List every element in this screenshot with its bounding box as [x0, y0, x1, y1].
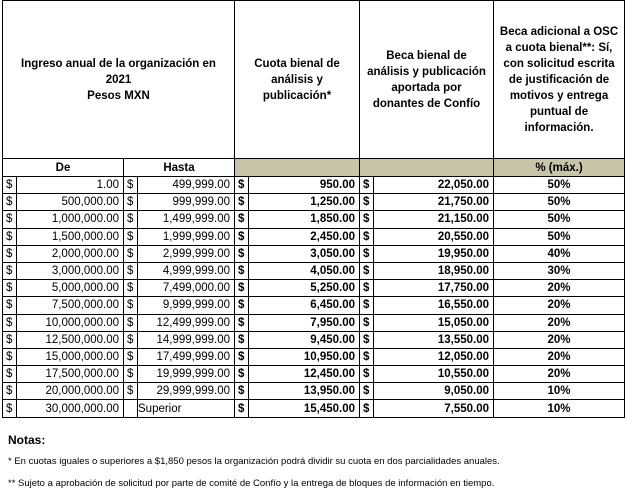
hasta-currency: $ [124, 262, 138, 279]
beca-currency: $ [360, 280, 374, 297]
beca-currency: $ [360, 400, 374, 417]
col-pct-header: % (máx.) [494, 159, 625, 177]
de-currency: $ [3, 211, 17, 228]
cuota-value: 1,850.00 [249, 211, 360, 228]
pct-value: 20% [494, 348, 625, 365]
cuota-currency: $ [235, 177, 249, 194]
hasta-value: 29,999,999.00 [138, 383, 235, 400]
beca-value: 18,950.00 [374, 262, 494, 279]
pct-value: 20% [494, 331, 625, 348]
de-value: 1,500,000.00 [17, 228, 124, 245]
pct-value: 10% [494, 400, 625, 417]
beca-value: 12,050.00 [374, 348, 494, 365]
de-currency: $ [3, 366, 17, 383]
beca-currency: $ [360, 314, 374, 331]
cuota-value: 5,250.00 [249, 280, 360, 297]
cuota-value: 1,250.00 [249, 194, 360, 211]
cuota-value: 13,950.00 [249, 383, 360, 400]
cuota-currency: $ [235, 331, 249, 348]
table-row [3, 366, 625, 383]
de-value: 5,000,000.00 [17, 280, 124, 297]
hasta-currency: $ [124, 194, 138, 211]
beca-currency: $ [360, 211, 374, 228]
beca-currency: $ [360, 262, 374, 279]
hasta-currency [124, 400, 138, 417]
table-row [3, 211, 625, 228]
header-beca-label: Beca bienal de análisis y publicación aportada por donantes de Confío [367, 49, 486, 110]
table-row [3, 348, 625, 365]
hasta-value: 9,999,999.00 [138, 297, 235, 314]
note-1: * En cuotas iguales o superiores a $1,850 pesos la organización podrá dividir su cuota en dos parcialidades anuales. [8, 456, 500, 467]
cuota-value: 3,050.00 [249, 245, 360, 262]
hasta-value: 14,999,999.00 [138, 331, 235, 348]
hasta-currency: $ [124, 331, 138, 348]
table-row [3, 297, 625, 314]
col-de-header: De [3, 159, 124, 177]
pct-value: 50% [494, 211, 625, 228]
beca-currency: $ [360, 228, 374, 245]
de-value: 15,000,000.00 [17, 348, 124, 365]
beca-value: 22,050.00 [374, 177, 494, 194]
de-currency: $ [3, 177, 17, 194]
hasta-currency: $ [124, 211, 138, 228]
de-currency: $ [3, 194, 17, 211]
beca-currency: $ [360, 297, 374, 314]
beca-currency: $ [360, 348, 374, 365]
hasta-value: 17,499,999.00 [138, 348, 235, 365]
table-row [3, 177, 625, 194]
de-currency: $ [3, 262, 17, 279]
cuota-currency: $ [235, 348, 249, 365]
beca-value: 9,050.00 [374, 383, 494, 400]
hasta-currency: $ [124, 348, 138, 365]
table-row [3, 262, 625, 279]
hasta-value: 7,499,000.00 [138, 280, 235, 297]
note-2: ** Sujeto a aprobación de solicitud por parte de comité de Confío y la entrega de bloques de información en tiempo. [8, 478, 495, 489]
de-currency: $ [3, 245, 17, 262]
pct-value: 20% [494, 366, 625, 383]
hasta-currency: $ [124, 366, 138, 383]
table-row [3, 314, 625, 331]
hasta-value: Superior [138, 400, 235, 417]
beca-value: 16,550.00 [374, 297, 494, 314]
notes-section [0, 431, 627, 495]
beca-currency: $ [360, 331, 374, 348]
de-value: 17,500,000.00 [17, 366, 124, 383]
header-adicional-label: Beca adicional a OSC a cuota bienal**: Sí, con solicitud escrita de justificación de motivos y entrega puntual de información. [499, 25, 619, 134]
table-row [3, 280, 625, 297]
cuota-currency: $ [235, 262, 249, 279]
hasta-currency: $ [124, 297, 138, 314]
beca-currency: $ [360, 194, 374, 211]
pct-value: 20% [494, 314, 625, 331]
hasta-currency: $ [124, 280, 138, 297]
beca-currency: $ [360, 366, 374, 383]
pct-value: 20% [494, 280, 625, 297]
pct-value: 50% [494, 177, 625, 194]
cuota-currency: $ [235, 228, 249, 245]
pct-value: 20% [494, 297, 625, 314]
hasta-value: 1,499,999.00 [138, 211, 235, 228]
pct-value: 50% [494, 228, 625, 245]
col-hasta-header: Hasta [124, 159, 235, 177]
header-cuota-label: Cuota bienal de análisis y publicación* [254, 57, 340, 102]
de-value: 12,500,000.00 [17, 331, 124, 348]
beca-value: 21,750.00 [374, 194, 494, 211]
de-currency: $ [3, 383, 17, 400]
cuota-value: 12,450.00 [249, 366, 360, 383]
beca-value: 20,550.00 [374, 228, 494, 245]
beca-currency: $ [360, 245, 374, 262]
cuota-value: 2,450.00 [249, 228, 360, 245]
beca-value: 17,750.00 [374, 280, 494, 297]
cuota-value: 7,950.00 [249, 314, 360, 331]
header-pesos-label: Pesos MXN [87, 89, 150, 102]
cuota-value: 950.00 [249, 177, 360, 194]
cuota-value: 10,950.00 [249, 348, 360, 365]
de-currency: $ [3, 228, 17, 245]
table-row [3, 400, 625, 417]
hasta-currency: $ [124, 383, 138, 400]
hasta-currency: $ [124, 177, 138, 194]
cuota-currency: $ [235, 211, 249, 228]
hasta-currency: $ [124, 245, 138, 262]
de-value: 7,500,000.00 [17, 297, 124, 314]
header-beca [360, 1, 494, 159]
hasta-value: 2,999,999.00 [138, 245, 235, 262]
de-currency: $ [3, 400, 17, 417]
beca-currency: $ [360, 383, 374, 400]
header-ingreso-label: Ingreso anual de la organización en 2021 [21, 57, 216, 86]
de-currency: $ [3, 280, 17, 297]
cuota-value: 6,450.00 [249, 297, 360, 314]
de-value: 1.00 [17, 177, 124, 194]
table-row [3, 383, 625, 400]
fee-table [2, 0, 625, 418]
pct-value: 50% [494, 194, 625, 211]
pct-value: 30% [494, 262, 625, 279]
hasta-value: 19,999,999.00 [138, 366, 235, 383]
de-currency: $ [3, 314, 17, 331]
beca-value: 13,550.00 [374, 331, 494, 348]
cuota-currency: $ [235, 366, 249, 383]
de-currency: $ [3, 331, 17, 348]
de-value: 20,000,000.00 [17, 383, 124, 400]
pct-value: 10% [494, 383, 625, 400]
beca-value: 7,550.00 [374, 400, 494, 417]
table-row [3, 331, 625, 348]
cuota-value: 15,450.00 [249, 400, 360, 417]
notes-title: Notas: [8, 433, 46, 447]
cuota-currency: $ [235, 245, 249, 262]
de-value: 30,000,000.00 [17, 400, 124, 417]
de-currency: $ [3, 297, 17, 314]
hasta-value: 1,999,999.00 [138, 228, 235, 245]
de-currency: $ [3, 348, 17, 365]
header-ingreso [3, 1, 235, 159]
table-row [3, 194, 625, 211]
pct-value: 40% [494, 245, 625, 262]
de-value: 1,000,000.00 [17, 211, 124, 228]
header-adicional [494, 1, 625, 159]
de-value: 10,000,000.00 [17, 314, 124, 331]
de-value: 500,000.00 [17, 194, 124, 211]
hasta-currency: $ [124, 228, 138, 245]
cuota-currency: $ [235, 297, 249, 314]
cuota-value: 4,050.00 [249, 262, 360, 279]
beca-value: 21,150.00 [374, 211, 494, 228]
table-row [3, 245, 625, 262]
cuota-currency: $ [235, 400, 249, 417]
hasta-value: 4,999,999.00 [138, 262, 235, 279]
cuota-currency: $ [235, 194, 249, 211]
cuota-currency: $ [235, 314, 249, 331]
cuota-currency: $ [235, 280, 249, 297]
header-cuota [235, 1, 360, 159]
col-beca-subheader [360, 159, 494, 177]
cuota-currency: $ [235, 383, 249, 400]
cuota-value: 9,450.00 [249, 331, 360, 348]
hasta-value: 12,499,999.00 [138, 314, 235, 331]
beca-value: 19,950.00 [374, 245, 494, 262]
table-row [3, 228, 625, 245]
de-value: 2,000,000.00 [17, 245, 124, 262]
beca-value: 10,550.00 [374, 366, 494, 383]
beca-value: 15,050.00 [374, 314, 494, 331]
hasta-value: 499,999.00 [138, 177, 235, 194]
hasta-currency: $ [124, 314, 138, 331]
hasta-value: 999,999.00 [138, 194, 235, 211]
de-value: 3,000,000.00 [17, 262, 124, 279]
col-cuota-subheader [235, 159, 360, 177]
beca-currency: $ [360, 177, 374, 194]
